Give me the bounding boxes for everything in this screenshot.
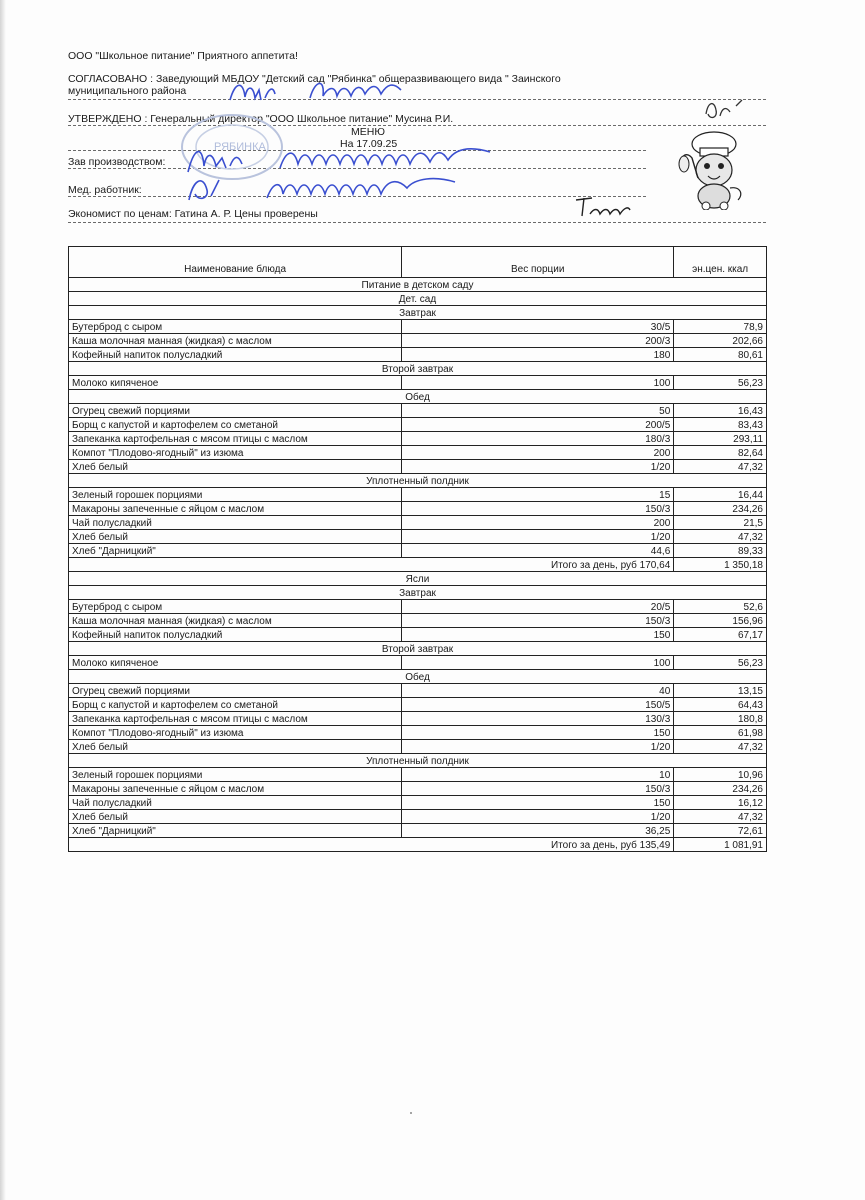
dish-row [69, 432, 767, 446]
dish-name: Борщ с капустой и картофелем со сметаной [69, 698, 402, 712]
scan-edge-shadow [0, 0, 6, 1200]
economist-line: Экономист по ценам: Гатина А. Р. Цены проверены [68, 208, 318, 220]
dish-row [69, 726, 767, 740]
dish-kcal: 47,32 [674, 740, 767, 754]
dish-kcal: 234,26 [674, 502, 767, 516]
dish-name: Макароны запеченные с яйцом с маслом [69, 782, 402, 796]
dish-row [69, 600, 767, 614]
column-header-weight: Вес порции [402, 247, 674, 278]
section-title: Обед [69, 670, 767, 684]
dish-name: Молоко кипяченое [69, 656, 402, 670]
dish-name: Зеленый горошек порциями [69, 488, 402, 502]
agreed-line-1: СОГЛАСОВАНО : Заведующий МБДОУ "Детский сад "Рябинка" общеразвивающего вида " Заинского [68, 73, 561, 85]
dish-name: Запеканка картофельная с мясом птицы с маслом [69, 432, 402, 446]
dish-kcal: 67,17 [674, 628, 767, 642]
section-title: Завтрак [69, 586, 767, 600]
chef-cat-illustration [670, 128, 752, 210]
dish-row [69, 684, 767, 698]
section-title: Уплотненный полдник [69, 474, 767, 488]
dish-row [69, 376, 767, 390]
dish-weight: 200/3 [402, 334, 674, 348]
medic-label: Мед. работник: [68, 184, 142, 196]
dish-name: Борщ с капустой и картофелем со сметаной [69, 418, 402, 432]
dish-kcal: 202,66 [674, 334, 767, 348]
dish-row [69, 824, 767, 838]
section-row [69, 292, 767, 306]
section-title: Питание в детском саду [69, 278, 767, 292]
dish-row [69, 446, 767, 460]
dish-name: Хлеб "Дарницкий" [69, 544, 402, 558]
section-row [69, 278, 767, 292]
dish-weight: 1/20 [402, 530, 674, 544]
dish-weight: 40 [402, 684, 674, 698]
dish-kcal: 47,32 [674, 810, 767, 824]
dish-row [69, 656, 767, 670]
dish-weight: 20/5 [402, 600, 674, 614]
dish-kcal: 16,12 [674, 796, 767, 810]
section-row [69, 390, 767, 404]
section-row [69, 754, 767, 768]
dish-kcal: 47,32 [674, 530, 767, 544]
dish-row [69, 460, 767, 474]
dish-name: Компот "Плодово-ягодный" из изюма [69, 726, 402, 740]
total-row [69, 838, 767, 852]
dish-name: Бутерброд с сыром [69, 600, 402, 614]
section-row [69, 572, 767, 586]
dish-row [69, 404, 767, 418]
dish-weight: 10 [402, 768, 674, 782]
dish-name: Хлеб "Дарницкий" [69, 824, 402, 838]
dish-name: Каша молочная манная (жидкая) с маслом [69, 334, 402, 348]
dish-name: Каша молочная манная (жидкая) с маслом [69, 614, 402, 628]
section-title: Второй завтрак [69, 642, 767, 656]
dish-weight: 180 [402, 348, 674, 362]
economist-dash-line [68, 222, 766, 223]
section-title: Ясли [69, 572, 767, 586]
dish-row [69, 740, 767, 754]
dish-weight: 200 [402, 516, 674, 530]
dish-weight: 180/3 [402, 432, 674, 446]
dish-weight: 44,6 [402, 544, 674, 558]
dish-name: Компот "Плодово-ягодный" из изюма [69, 446, 402, 460]
dish-weight: 50 [402, 404, 674, 418]
dish-weight: 150/3 [402, 614, 674, 628]
dish-weight: 15 [402, 488, 674, 502]
dish-weight: 130/3 [402, 712, 674, 726]
dish-kcal: 180,8 [674, 712, 767, 726]
menu-date: На 17.09.25 [340, 138, 398, 150]
column-header-kcal: эн.цен. ккал [674, 247, 767, 278]
section-row [69, 670, 767, 684]
dish-kcal: 234,26 [674, 782, 767, 796]
approved-dash-line [68, 125, 766, 126]
dish-weight: 150 [402, 628, 674, 642]
dish-name: Бутерброд с сыром [69, 320, 402, 334]
dish-row [69, 698, 767, 712]
dish-weight: 36,25 [402, 824, 674, 838]
dish-row [69, 516, 767, 530]
dish-name: Запеканка картофельная с мясом птицы с маслом [69, 712, 402, 726]
approved-initials [700, 96, 750, 124]
dish-row [69, 614, 767, 628]
day-total-kcal: 1 081,91 [674, 838, 767, 852]
dish-row [69, 502, 767, 516]
dish-name: Хлеб белый [69, 740, 402, 754]
company-line: ООО "Школьное питание" Приятного аппетита! [68, 50, 298, 62]
approved-line: УТВЕРЖДЕНО : Генеральный директор "ООО Школьное питание" Мусина Р.И. [68, 113, 454, 125]
section-title: Второй завтрак [69, 362, 767, 376]
menu-table [68, 246, 767, 852]
dish-weight: 30/5 [402, 320, 674, 334]
dish-name: Макароны запеченные с яйцом с маслом [69, 502, 402, 516]
agreed-line-2: муниципального района [68, 85, 187, 97]
dish-weight: 1/20 [402, 810, 674, 824]
dish-kcal: 82,64 [674, 446, 767, 460]
dish-kcal: 16,44 [674, 488, 767, 502]
dish-name: Хлеб белый [69, 530, 402, 544]
dish-row [69, 530, 767, 544]
dish-row [69, 796, 767, 810]
dish-kcal: 61,98 [674, 726, 767, 740]
day-total-label: Итого за день, руб 170,64 [69, 558, 674, 572]
section-row [69, 642, 767, 656]
dish-row [69, 768, 767, 782]
section-title: Обед [69, 390, 767, 404]
dish-row [69, 488, 767, 502]
scan-speck [410, 1112, 412, 1114]
dish-kcal: 56,23 [674, 656, 767, 670]
dish-weight: 100 [402, 376, 674, 390]
economist-signature [572, 194, 632, 222]
dish-weight: 1/20 [402, 460, 674, 474]
dish-kcal: 80,61 [674, 348, 767, 362]
dish-row [69, 348, 767, 362]
dish-kcal: 16,43 [674, 404, 767, 418]
dish-row [69, 334, 767, 348]
column-header-dish: Наименование блюда [69, 247, 402, 278]
section-row [69, 306, 767, 320]
table-header-row [69, 247, 767, 278]
section-title: Уплотненный полдник [69, 754, 767, 768]
dish-kcal: 156,96 [674, 614, 767, 628]
dish-name: Чай полусладкий [69, 516, 402, 530]
dish-weight: 150 [402, 726, 674, 740]
dish-name: Чай полусладкий [69, 796, 402, 810]
medic-signature [185, 168, 485, 208]
menu-title: МЕНЮ [351, 126, 385, 138]
dish-weight: 150/5 [402, 698, 674, 712]
dish-row [69, 712, 767, 726]
dish-kcal: 47,32 [674, 460, 767, 474]
dish-weight: 150 [402, 796, 674, 810]
dish-kcal: 78,9 [674, 320, 767, 334]
production-head-label: Зав производством: [68, 156, 166, 168]
dish-row [69, 782, 767, 796]
dish-kcal: 293,11 [674, 432, 767, 446]
dish-row [69, 320, 767, 334]
dish-row [69, 418, 767, 432]
section-row [69, 474, 767, 488]
dish-weight: 200 [402, 446, 674, 460]
total-row [69, 558, 767, 572]
dish-name: Хлеб белый [69, 460, 402, 474]
dish-name: Огурец свежий порциями [69, 684, 402, 698]
dish-kcal: 13,15 [674, 684, 767, 698]
dish-kcal: 72,61 [674, 824, 767, 838]
dish-kcal: 10,96 [674, 768, 767, 782]
dish-name: Кофейный напиток полусладкий [69, 628, 402, 642]
section-title: Дет. сад [69, 292, 767, 306]
dish-name: Зеленый горошек порциями [69, 768, 402, 782]
dish-row [69, 628, 767, 642]
section-row [69, 362, 767, 376]
dish-weight: 1/20 [402, 740, 674, 754]
section-row [69, 586, 767, 600]
dish-kcal: 89,33 [674, 544, 767, 558]
stamp-text: РЯБИНКА [214, 141, 266, 153]
dish-kcal: 52,6 [674, 600, 767, 614]
dish-kcal: 83,43 [674, 418, 767, 432]
day-total-kcal: 1 350,18 [674, 558, 767, 572]
dish-weight: 100 [402, 656, 674, 670]
dish-weight: 150/3 [402, 502, 674, 516]
agreed-signature [225, 72, 425, 108]
dish-row [69, 544, 767, 558]
dish-weight: 200/5 [402, 418, 674, 432]
dish-kcal: 21,5 [674, 516, 767, 530]
dish-kcal: 64,43 [674, 698, 767, 712]
section-title: Завтрак [69, 306, 767, 320]
day-total-label: Итого за день, руб 135,49 [69, 838, 674, 852]
dish-name: Кофейный напиток полусладкий [69, 348, 402, 362]
dish-name: Хлеб белый [69, 810, 402, 824]
dish-name: Молоко кипяченое [69, 376, 402, 390]
dish-row [69, 810, 767, 824]
dish-name: Огурец свежий порциями [69, 404, 402, 418]
dish-weight: 150/3 [402, 782, 674, 796]
dish-kcal: 56,23 [674, 376, 767, 390]
menu-table-body [69, 278, 767, 852]
